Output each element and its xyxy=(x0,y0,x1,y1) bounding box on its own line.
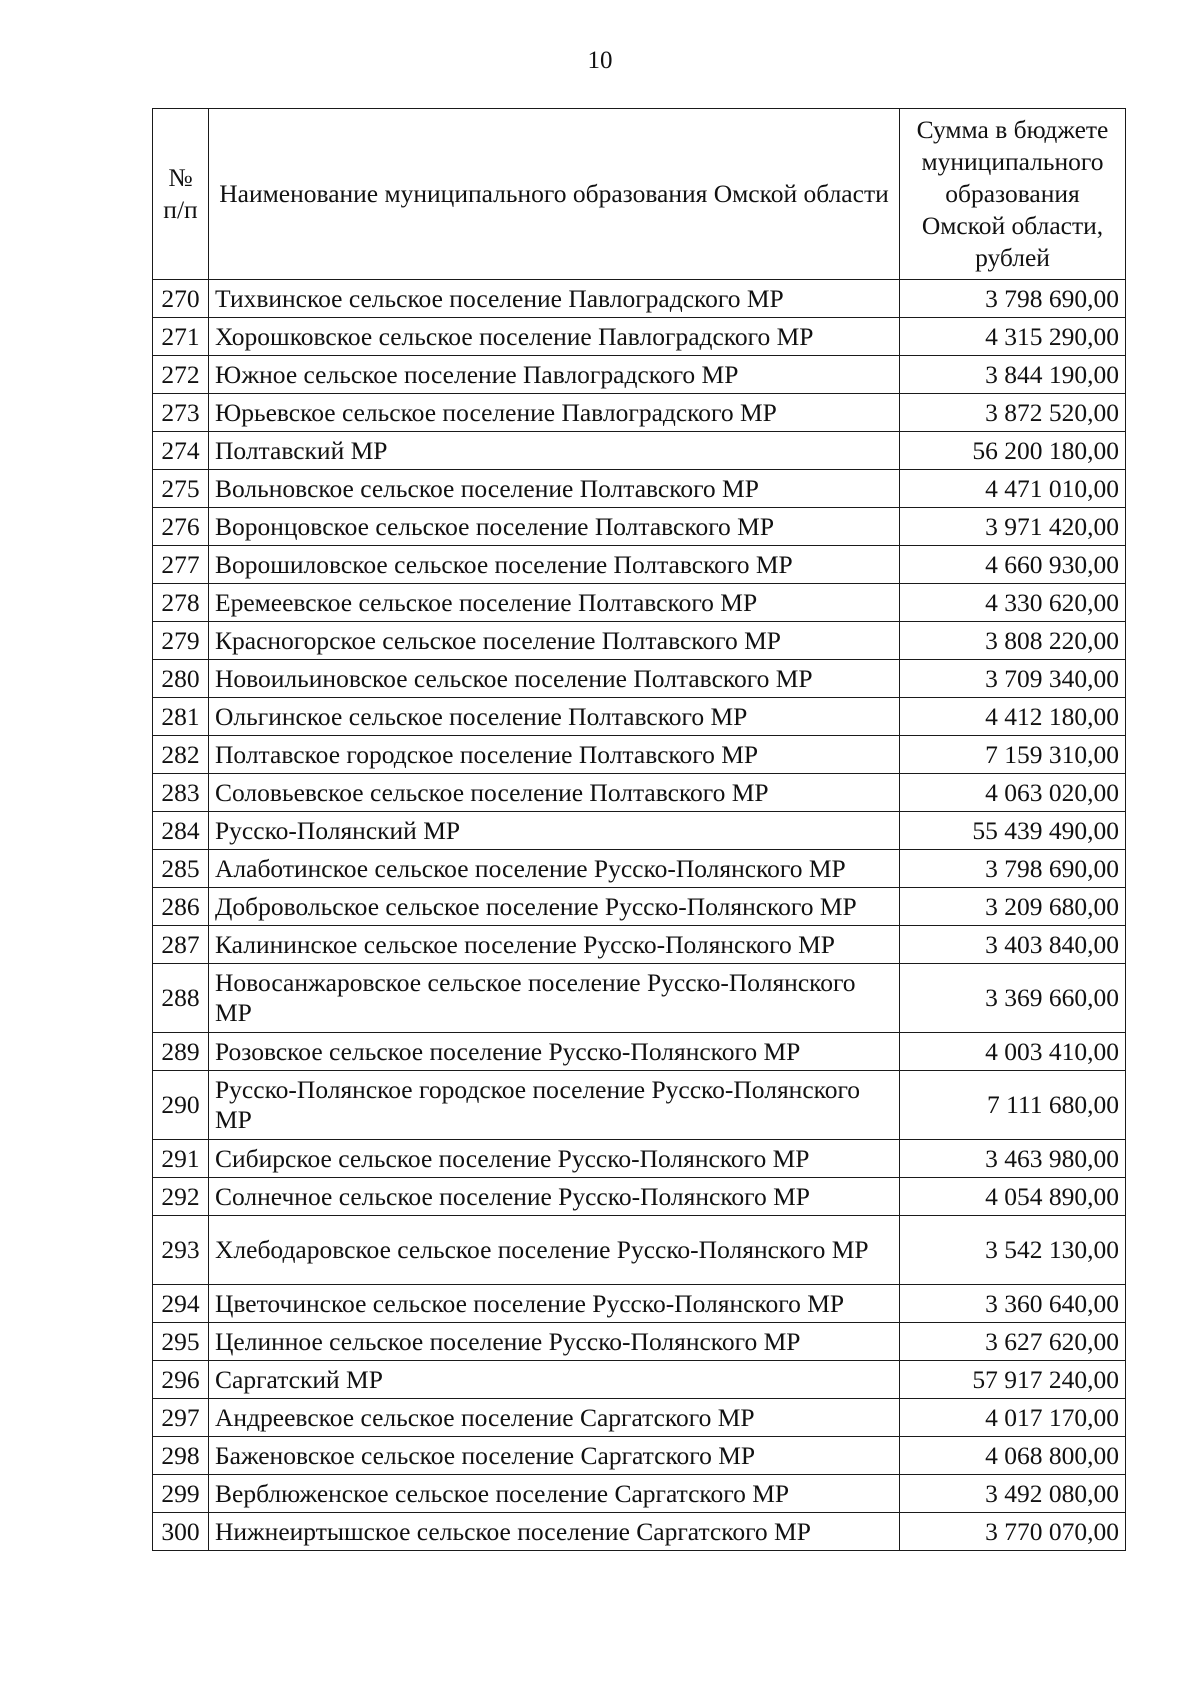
table-row xyxy=(153,660,1126,698)
table-row xyxy=(153,1033,1126,1071)
table-row xyxy=(153,280,1126,318)
table-row xyxy=(153,964,1126,1033)
table-row xyxy=(153,736,1126,774)
row-name: Русско-Полянское городское поселение Русско-Полянского МР xyxy=(209,1071,900,1140)
row-number: 283 xyxy=(153,774,209,812)
row-number: 279 xyxy=(153,622,209,660)
row-name: Новоильиновское сельское поселение Полтавского МР xyxy=(209,660,900,698)
row-name: Верблюженское сельское поселение Саргатского МР xyxy=(209,1475,900,1513)
row-sum: 55 439 490,00 xyxy=(900,812,1126,850)
row-name: Саргатский МР xyxy=(209,1361,900,1399)
row-sum: 3 844 190,00 xyxy=(900,356,1126,394)
row-name: Соловьевское сельское поселение Полтавского МР xyxy=(209,774,900,812)
row-sum: 4 068 800,00 xyxy=(900,1437,1126,1475)
row-number: 284 xyxy=(153,812,209,850)
table-row xyxy=(153,1513,1126,1551)
table-row xyxy=(153,508,1126,546)
row-name: Новосанжаровское сельское поселение Русско-Полянского МР xyxy=(209,964,900,1033)
row-sum: 57 917 240,00 xyxy=(900,1361,1126,1399)
row-number: 288 xyxy=(153,964,209,1033)
row-sum: 4 330 620,00 xyxy=(900,584,1126,622)
table-row xyxy=(153,318,1126,356)
table-row xyxy=(153,1437,1126,1475)
row-sum: 3 971 420,00 xyxy=(900,508,1126,546)
row-name: Вольновское сельское поселение Полтавского МР xyxy=(209,470,900,508)
row-number: 281 xyxy=(153,698,209,736)
row-number: 286 xyxy=(153,888,209,926)
row-name: Полтавское городское поселение Полтавского МР xyxy=(209,736,900,774)
row-number: 297 xyxy=(153,1399,209,1437)
row-sum: 4 003 410,00 xyxy=(900,1033,1126,1071)
row-number: 274 xyxy=(153,432,209,470)
row-sum: 4 017 170,00 xyxy=(900,1399,1126,1437)
header-sum: Сумма в бюджете муниципального образования Омской области, рублей xyxy=(900,109,1126,280)
row-sum: 3 872 520,00 xyxy=(900,394,1126,432)
row-name: Полтавский МР xyxy=(209,432,900,470)
table-row xyxy=(153,1399,1126,1437)
row-name: Добровольское сельское поселение Русско-Полянского МР xyxy=(209,888,900,926)
table-row xyxy=(153,698,1126,736)
table-row xyxy=(153,546,1126,584)
row-sum: 3 369 660,00 xyxy=(900,964,1126,1033)
row-number: 290 xyxy=(153,1071,209,1140)
table-row xyxy=(153,1216,1126,1285)
page-number: 10 xyxy=(587,47,613,74)
row-sum: 4 471 010,00 xyxy=(900,470,1126,508)
table-row xyxy=(153,394,1126,432)
table-row xyxy=(153,1475,1126,1513)
row-sum: 4 063 020,00 xyxy=(900,774,1126,812)
table-row xyxy=(153,1323,1126,1361)
row-number: 296 xyxy=(153,1361,209,1399)
row-name: Калининское сельское поселение Русско-Полянского МР xyxy=(209,926,900,964)
row-name: Южное сельское поселение Павлоградского МР xyxy=(209,356,900,394)
row-sum: 3 770 070,00 xyxy=(900,1513,1126,1551)
row-number: 298 xyxy=(153,1437,209,1475)
row-name: Еремеевское сельское поселение Полтавского МР xyxy=(209,584,900,622)
row-number: 292 xyxy=(153,1178,209,1216)
row-name: Розовское сельское поселение Русско-Полянского МР xyxy=(209,1033,900,1071)
table-row xyxy=(153,432,1126,470)
row-number: 278 xyxy=(153,584,209,622)
table-row xyxy=(153,1361,1126,1399)
row-number: 276 xyxy=(153,508,209,546)
table-row xyxy=(153,356,1126,394)
row-name: Ворошиловское сельское поселение Полтавского МР xyxy=(209,546,900,584)
row-number: 270 xyxy=(153,280,209,318)
row-sum: 3 542 130,00 xyxy=(900,1216,1126,1285)
row-sum: 3 709 340,00 xyxy=(900,660,1126,698)
table-row xyxy=(153,584,1126,622)
row-name: Андреевское сельское поселение Саргатского МР xyxy=(209,1399,900,1437)
row-number: 277 xyxy=(153,546,209,584)
row-sum: 3 808 220,00 xyxy=(900,622,1126,660)
row-sum: 3 403 840,00 xyxy=(900,926,1126,964)
row-sum: 3 798 690,00 xyxy=(900,280,1126,318)
row-name: Тихвинское сельское поселение Павлоградского МР xyxy=(209,280,900,318)
table-header-row xyxy=(153,109,1126,280)
row-number: 293 xyxy=(153,1216,209,1285)
row-name: Цветочинское сельское поселение Русско-Полянского МР xyxy=(209,1285,900,1323)
row-sum: 3 360 640,00 xyxy=(900,1285,1126,1323)
row-name: Нижнеиртышское сельское поселение Саргатского МР xyxy=(209,1513,900,1551)
table-row xyxy=(153,470,1126,508)
row-name: Юрьевское сельское поселение Павлоградского МР xyxy=(209,394,900,432)
row-number: 275 xyxy=(153,470,209,508)
row-name: Целинное сельское поселение Русско-Полянского МР xyxy=(209,1323,900,1361)
row-number: 291 xyxy=(153,1140,209,1178)
row-sum: 3 492 080,00 xyxy=(900,1475,1126,1513)
row-sum: 7 159 310,00 xyxy=(900,736,1126,774)
row-number: 295 xyxy=(153,1323,209,1361)
row-name: Баженовское сельское поселение Саргатского МР xyxy=(209,1437,900,1475)
row-name: Хорошковское сельское поселение Павлоградского МР xyxy=(209,318,900,356)
row-name: Русско-Полянский МР xyxy=(209,812,900,850)
table-row xyxy=(153,774,1126,812)
row-sum: 3 798 690,00 xyxy=(900,850,1126,888)
row-number: 272 xyxy=(153,356,209,394)
row-name: Хлебодаровское сельское поселение Русско-Полянского МР xyxy=(209,1216,900,1285)
row-number: 300 xyxy=(153,1513,209,1551)
header-number: № п/п xyxy=(153,109,209,280)
budget-table xyxy=(152,108,1126,1551)
row-number: 280 xyxy=(153,660,209,698)
row-number: 285 xyxy=(153,850,209,888)
row-sum: 4 054 890,00 xyxy=(900,1178,1126,1216)
row-number: 282 xyxy=(153,736,209,774)
table-row xyxy=(153,888,1126,926)
row-sum: 56 200 180,00 xyxy=(900,432,1126,470)
row-sum: 3 209 680,00 xyxy=(900,888,1126,926)
table-row xyxy=(153,622,1126,660)
row-name: Ольгинское сельское поселение Полтавского МР xyxy=(209,698,900,736)
row-sum: 3 627 620,00 xyxy=(900,1323,1126,1361)
header-name: Наименование муниципального образования Омской области xyxy=(209,109,900,280)
row-number: 287 xyxy=(153,926,209,964)
row-number: 271 xyxy=(153,318,209,356)
row-name: Сибирское сельское поселение Русско-Полянского МР xyxy=(209,1140,900,1178)
table-row xyxy=(153,850,1126,888)
row-number: 273 xyxy=(153,394,209,432)
table-row xyxy=(153,926,1126,964)
row-name: Красногорское сельское поселение Полтавского МР xyxy=(209,622,900,660)
table-row xyxy=(153,1178,1126,1216)
row-name: Воронцовское сельское поселение Полтавского МР xyxy=(209,508,900,546)
table-row xyxy=(153,1285,1126,1323)
row-name: Алаботинское сельское поселение Русско-Полянского МР xyxy=(209,850,900,888)
row-number: 289 xyxy=(153,1033,209,1071)
table-row xyxy=(153,812,1126,850)
row-sum: 3 463 980,00 xyxy=(900,1140,1126,1178)
row-sum: 4 315 290,00 xyxy=(900,318,1126,356)
table-row xyxy=(153,1140,1126,1178)
row-number: 294 xyxy=(153,1285,209,1323)
row-sum: 7 111 680,00 xyxy=(900,1071,1126,1140)
row-sum: 4 660 930,00 xyxy=(900,546,1126,584)
table-row xyxy=(153,1071,1126,1140)
row-sum: 4 412 180,00 xyxy=(900,698,1126,736)
row-name: Солнечное сельское поселение Русско-Полянского МР xyxy=(209,1178,900,1216)
row-number: 299 xyxy=(153,1475,209,1513)
